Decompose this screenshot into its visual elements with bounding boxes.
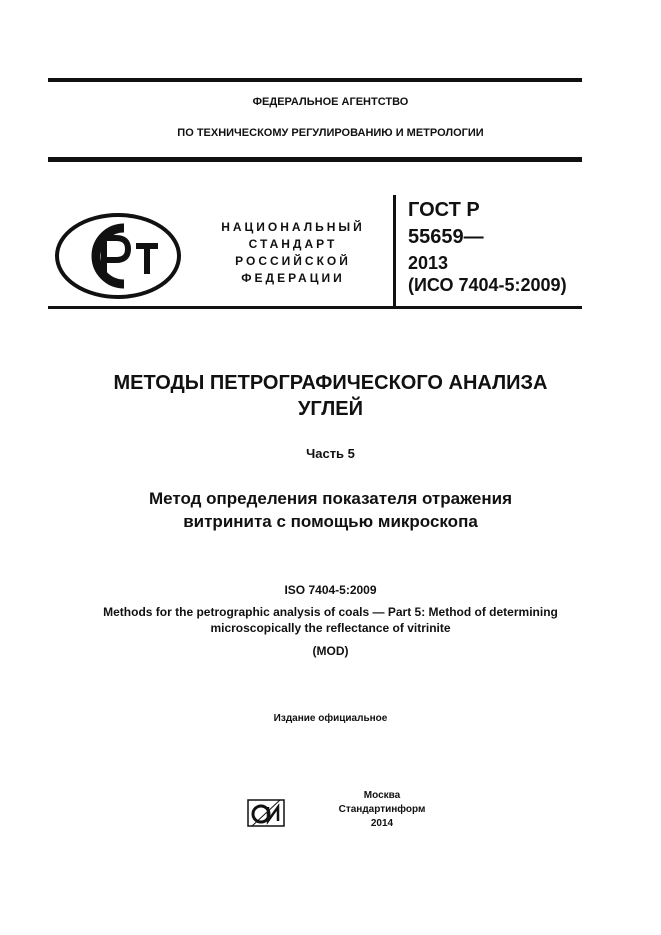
main-title-line-1: МЕТОДЫ ПЕТРОГРАФИЧЕСКОГО АНАЛИЗА (113, 372, 548, 394)
header-bottom-rule (48, 157, 582, 162)
iso-english-line-2: microscopically the reflectance of vitrinite (210, 621, 451, 635)
iso-modification: (MOD) (312, 644, 349, 658)
block-divider (393, 195, 396, 307)
iso-english-line-1: Methods for the petrographic analysis of coals — Part 5: Method of determining (103, 605, 558, 619)
main-title-line-2: УГЛЕЙ (297, 398, 364, 420)
gost-number: 55659— (408, 226, 484, 248)
part-label: Часть 5 (306, 446, 355, 461)
standartinform-logo-icon (246, 797, 286, 829)
gost-year: 2013 (408, 253, 449, 273)
subtitle-line-1: Метод определения показателя отражения (148, 489, 513, 508)
iso-reference: (ИСО 7404-5:2009) (408, 275, 567, 295)
edition-label: Издание официальное (273, 713, 388, 724)
iso-code: ISO 7404-5:2009 (284, 583, 377, 597)
block-bottom-rule (48, 306, 582, 309)
gost-label: ГОСТ Р (408, 199, 480, 221)
subtitle-line-2: витринита с помощью микроскопа (183, 512, 478, 531)
national-line-2: СТАНДАРТ (248, 237, 338, 251)
publisher-city: Москва (363, 790, 401, 801)
agency-line-2: ПО ТЕХНИЧЕСКОМУ РЕГУЛИРОВАНИЮ И МЕТРОЛОГИИ (177, 127, 484, 139)
national-line-3: РОССИЙСКОЙ (235, 254, 351, 268)
publisher-name: Стандартинформ (338, 804, 426, 815)
national-line-4: ФЕДЕРАЦИИ (241, 271, 345, 285)
top-rule (48, 78, 582, 82)
rst-logo-icon (54, 212, 182, 300)
agency-line-1: ФЕДЕРАЛЬНОЕ АГЕНТСТВО (252, 96, 409, 108)
national-line-1: НАЦИОНАЛЬНЫЙ (221, 220, 365, 234)
publisher-year: 2014 (370, 818, 394, 829)
